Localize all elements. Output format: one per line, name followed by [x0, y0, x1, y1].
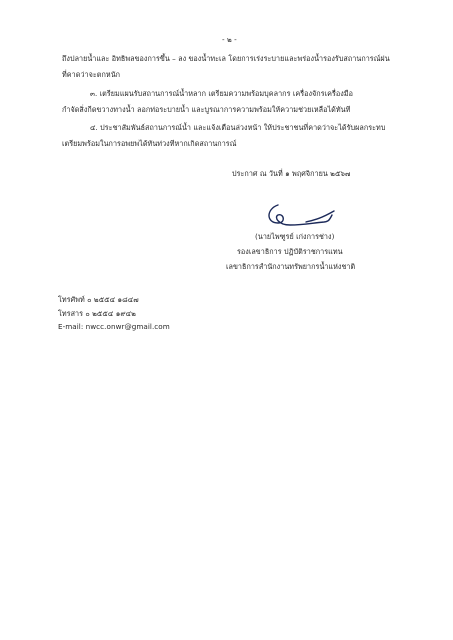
- page-number: - ๒ -: [222, 35, 237, 44]
- body-paragraph-2-line-1: ๓. เตรียมแผนรับสถานการณ์น้ำหลาก เตรียมความพร้อมบุคลากร เครื่องจักรเครื่องมือ: [90, 89, 353, 98]
- signatory-name: (นายไพฑูรย์ เก่งการช่าง): [255, 232, 335, 241]
- body-paragraph-2-line-2: กำจัดสิ่งกีดขวางทางน้ำ ลอกท่อระบายน้ำ และบูรณาการความพร้อมให้ความช่วยเหลือได้ทันที: [62, 105, 351, 114]
- signatory-position-line-2: เลขาธิการสำนักงานทรัพยากรน้ำแห่งชาติ: [226, 262, 356, 271]
- contact-fax: โทรสาร ๐ ๒๕๕๔ ๑๙๔๒: [58, 309, 136, 318]
- body-paragraph-1-line-1: ถึงปลายน้ำและ อิทธิพลของการขึ้น – ลง ของน้ำทะเล โดยการเร่งระบายและพร่องน้ำรองรับสถานการณ์ฝน: [62, 54, 390, 63]
- body-paragraph-3-line-1: ๔. ประชาสัมพันธ์สถานการณ์น้ำ และแจ้งเตือนล่วงหน้า ให้ประชาชนที่คาดว่าจะได้รับผลกระทบ: [90, 123, 386, 132]
- handwritten-signature: [264, 201, 344, 231]
- body-paragraph-1-line-2: ที่คาดว่าจะตกหนัก: [62, 70, 121, 79]
- contact-telephone: โทรศัพท์ ๐ ๒๕๕๔ ๑๘๔๗: [58, 295, 139, 304]
- signatory-position-line-1: รองเลขาธิการ ปฏิบัติราชการแทน: [237, 247, 343, 256]
- announcement-date: ประกาศ ณ วันที่ ๑ พฤศจิกายน ๒๕๖๗: [232, 169, 351, 178]
- body-paragraph-3-line-2: เตรียมพร้อมในการอพยพได้ทันท่วงทีหากเกิดสถานการณ์: [62, 139, 237, 148]
- contact-email: E-mail: nwcc.onwr@gmail.com: [58, 322, 170, 331]
